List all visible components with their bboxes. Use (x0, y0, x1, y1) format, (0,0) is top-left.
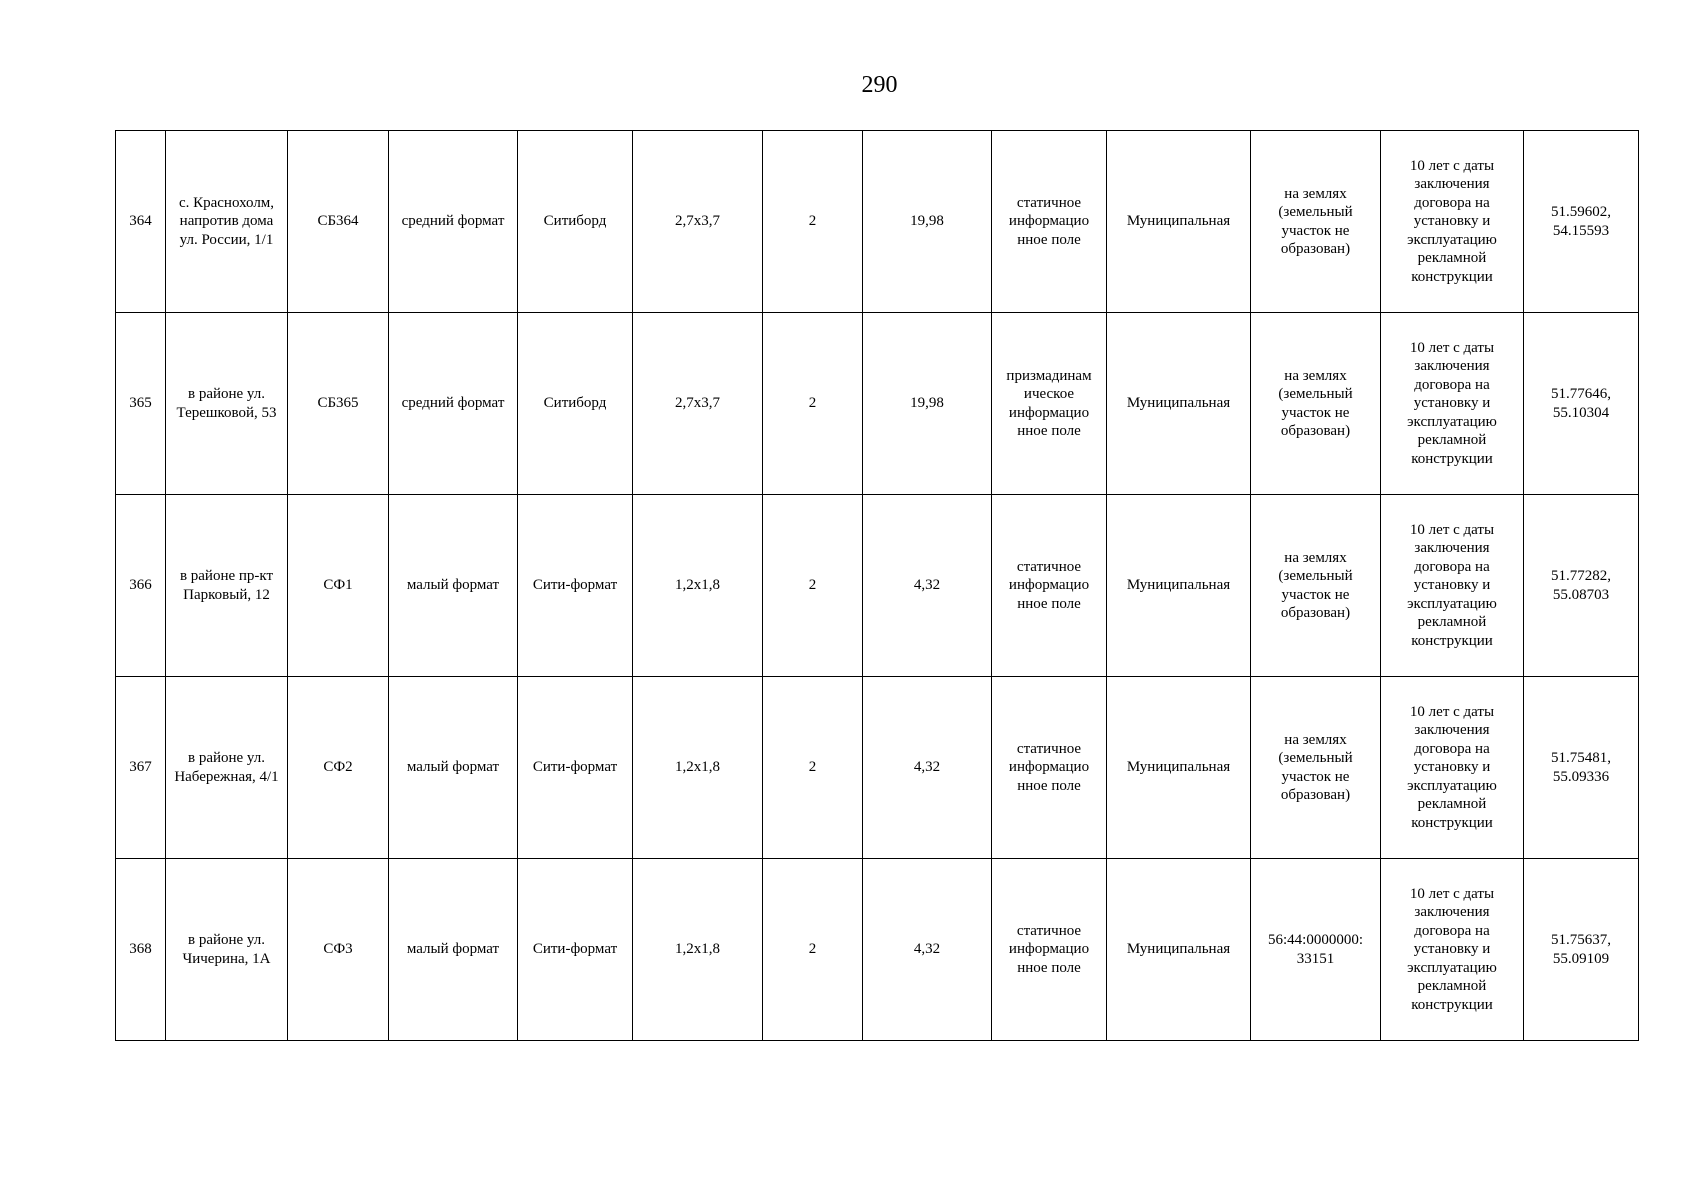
cell-address: с. Краснохолм, напротив дома ул. России, 1/1 (166, 131, 288, 313)
cell-area: 4,32 (863, 859, 992, 1041)
cell-area: 4,32 (863, 495, 992, 677)
cell-format: средний формат (389, 313, 518, 495)
advertising-structures-table (115, 130, 1639, 1041)
cell-sides: 2 (763, 495, 863, 677)
cell-code: СФ1 (288, 495, 389, 677)
cell-ownership: Муниципальная (1107, 495, 1251, 677)
cell-coordinates: 51.75637, 55.09109 (1524, 859, 1639, 1041)
cell-sides: 2 (763, 859, 863, 1041)
cell-coordinates: 51.75481, 55.09336 (1524, 677, 1639, 859)
cell-coordinates: 51.77646, 55.10304 (1524, 313, 1639, 495)
cell-address: в районе ул. Чичерина, 1А (166, 859, 288, 1041)
cell-code: СБ365 (288, 313, 389, 495)
cell-format: малый формат (389, 677, 518, 859)
cell-term: 10 лет с даты заключения договора на установку и эксплуатацию рекламной конструкции (1381, 495, 1524, 677)
cell-type: Сити-формат (518, 859, 633, 1041)
cell-number: 367 (116, 677, 166, 859)
cell-info-field: статичное информацио нное поле (992, 859, 1107, 1041)
cell-type: Ситиборд (518, 313, 633, 495)
table-row (116, 313, 1639, 495)
cell-area: 19,98 (863, 313, 992, 495)
cell-ownership: Муниципальная (1107, 859, 1251, 1041)
cell-coordinates: 51.59602, 54.15593 (1524, 131, 1639, 313)
cell-info-field: статичное информацио нное поле (992, 495, 1107, 677)
cell-size: 1,2х1,8 (633, 495, 763, 677)
table-row (116, 131, 1639, 313)
cell-address: в районе пр-кт Парковый, 12 (166, 495, 288, 677)
cell-code: СБ364 (288, 131, 389, 313)
table-row (116, 495, 1639, 677)
cell-format: средний формат (389, 131, 518, 313)
cell-number: 366 (116, 495, 166, 677)
cell-format: малый формат (389, 859, 518, 1041)
cell-land: на землях (земельный участок не образован) (1251, 677, 1381, 859)
cell-size: 1,2х1,8 (633, 677, 763, 859)
cell-sides: 2 (763, 677, 863, 859)
cell-code: СФ2 (288, 677, 389, 859)
cell-ownership: Муниципальная (1107, 313, 1251, 495)
table-row (116, 677, 1639, 859)
cell-land: 56:44:0000000: 33151 (1251, 859, 1381, 1041)
cell-coordinates: 51.77282, 55.08703 (1524, 495, 1639, 677)
cell-term: 10 лет с даты заключения договора на установку и эксплуатацию рекламной конструкции (1381, 677, 1524, 859)
cell-info-field: статичное информацио нное поле (992, 131, 1107, 313)
cell-land: на землях (земельный участок не образован) (1251, 313, 1381, 495)
cell-number: 365 (116, 313, 166, 495)
cell-number: 368 (116, 859, 166, 1041)
cell-address: в районе ул. Терешковой, 53 (166, 313, 288, 495)
cell-term: 10 лет с даты заключения договора на установку и эксплуатацию рекламной конструкции (1381, 131, 1524, 313)
cell-size: 2,7х3,7 (633, 131, 763, 313)
cell-format: малый формат (389, 495, 518, 677)
cell-sides: 2 (763, 131, 863, 313)
cell-land: на землях (земельный участок не образован) (1251, 495, 1381, 677)
cell-code: СФ3 (288, 859, 389, 1041)
cell-type: Сити-формат (518, 495, 633, 677)
cell-ownership: Муниципальная (1107, 131, 1251, 313)
cell-address: в районе ул. Набережная, 4/1 (166, 677, 288, 859)
cell-type: Ситиборд (518, 131, 633, 313)
cell-land: на землях (земельный участок не образован) (1251, 131, 1381, 313)
cell-info-field: статичное информацио нное поле (992, 677, 1107, 859)
cell-size: 1,2х1,8 (633, 859, 763, 1041)
cell-area: 4,32 (863, 677, 992, 859)
table-row (116, 859, 1639, 1041)
cell-term: 10 лет с даты заключения договора на установку и эксплуатацию рекламной конструкции (1381, 313, 1524, 495)
cell-size: 2,7х3,7 (633, 313, 763, 495)
cell-term: 10 лет с даты заключения договора на установку и эксплуатацию рекламной конструкции (1381, 859, 1524, 1041)
page-number: 290 (861, 72, 898, 98)
cell-sides: 2 (763, 313, 863, 495)
cell-area: 19,98 (863, 131, 992, 313)
cell-ownership: Муниципальная (1107, 677, 1251, 859)
cell-type: Сити-формат (518, 677, 633, 859)
cell-info-field: призмадинам ическое информацио нное поле (992, 313, 1107, 495)
cell-number: 364 (116, 131, 166, 313)
